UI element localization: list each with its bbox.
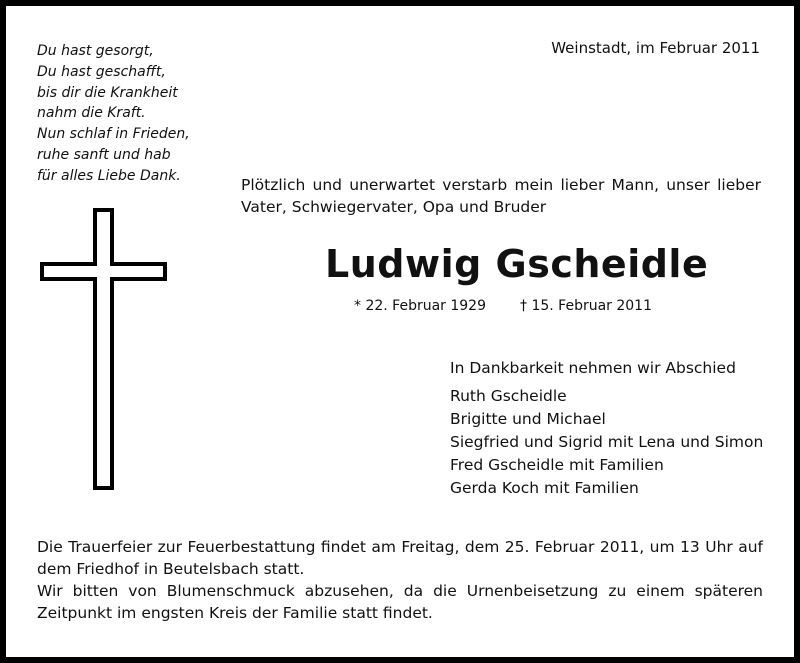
mourner: Siegfried und Sigrid mit Lena und Simon [450,433,764,451]
mourner: Brigitte und Michael [450,410,606,428]
notice-paragraph: Die Trauerfeier zur Feuerbestattung findet am Freitag, dem 25. Februar 2011, um 13 Uhr auf dem Friedhof in Beutelsbach statt. [37,538,763,578]
poem-line: nahm die Kraft. [37,105,146,122]
mourner: Gerda Koch mit Familien [450,479,639,497]
notice-paragraph: Wir bitten von Blumenschmuck abzusehen, da die Urnenbeisetzung zu einem späteren Zeitpunkt im engsten Kreis der Familie statt findet. [37,582,763,622]
death-date: † 15. Februar 2011 [520,298,652,314]
place-date: Weinstadt, im Februar 2011 [551,39,760,57]
birth-date: * 22. Februar 1929 [354,298,486,314]
poem-line: Nun schlaf in Frieden, [37,126,190,143]
poem-line: Du hast geschafft, [37,63,166,80]
farewell-text: In Dankbarkeit nehmen wir Abschied [450,359,736,377]
poem-line: ruhe sanft und hab [37,146,171,163]
mourner: Fred Gscheidle mit Familien [450,456,664,474]
mourner: Ruth Gscheidle [450,387,567,405]
poem-line: für alles Liebe Dank. [37,167,181,184]
life-dates [354,298,652,314]
intro-text: Plötzlich und unerwartet verstarb mein lieber Mann, unser lieber Vater, Schwiegervater, Opa und Bruder [241,176,761,216]
deceased-name: Ludwig Gscheidle [325,242,709,286]
obituary-card [6,6,794,657]
poem [37,41,190,187]
mourners-list [450,385,763,500]
funeral-notice [37,536,763,624]
poem-line: bis dir die Krankheit [37,84,178,101]
poem-line: Du hast gesorgt, [37,43,154,59]
latin-cross-icon [40,208,167,490]
